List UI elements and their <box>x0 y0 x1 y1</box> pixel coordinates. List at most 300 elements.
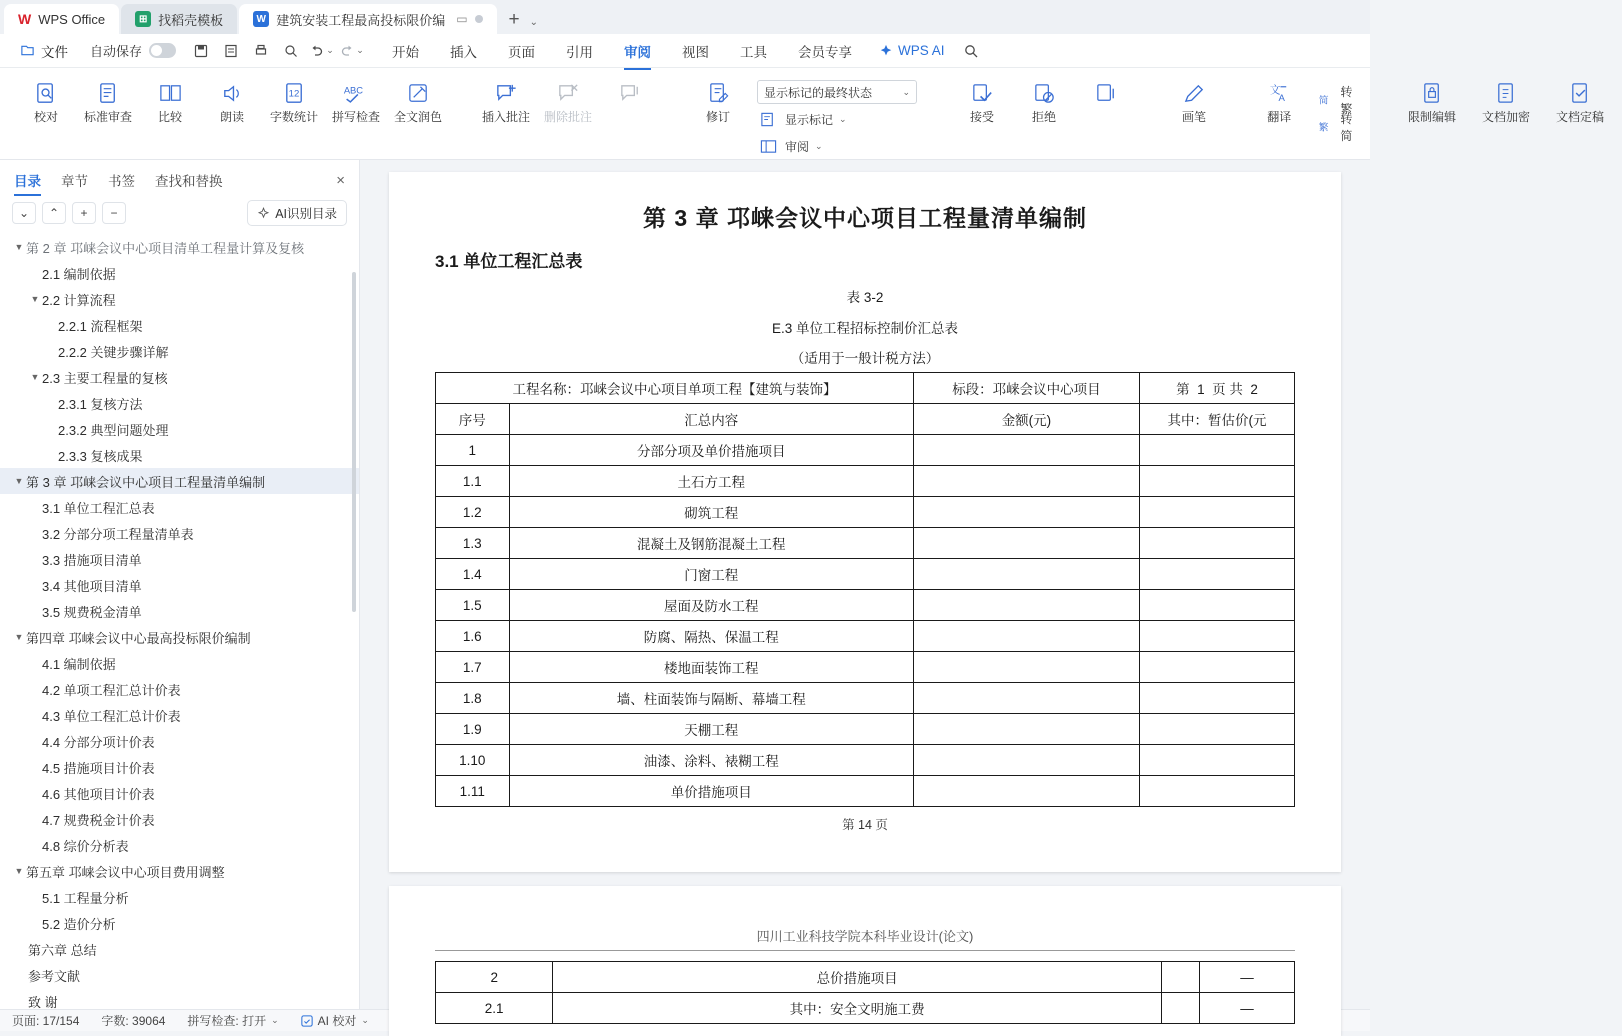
navigation-pane <box>0 160 360 1009</box>
redo-icon[interactable] <box>338 39 364 63</box>
collapse-all-icon[interactable]: − <box>102 202 126 224</box>
find-icon[interactable] <box>278 39 304 63</box>
toc-toolbar <box>0 196 359 234</box>
standard-check-button[interactable] <box>78 74 138 127</box>
page-no: 1 <box>1197 382 1205 397</box>
toc-label: 4.1 编制依据 <box>42 656 116 672</box>
cell-amount <box>913 652 1139 683</box>
cell-amount <box>913 497 1139 528</box>
cell-content: 土石方工程 <box>509 466 913 497</box>
svg-text:文: 文 <box>1269 84 1281 96</box>
table-row[interactable] <box>436 435 1295 466</box>
list-item[interactable] <box>0 754 359 780</box>
list-item[interactable] <box>0 910 359 936</box>
close-icon[interactable]: × <box>336 171 345 189</box>
cell-amount <box>913 683 1139 714</box>
toc-label: 3.5 规费税金清单 <box>42 604 142 620</box>
main-area <box>0 160 1370 1017</box>
table-row[interactable] <box>436 528 1295 559</box>
restrict-edit-button[interactable] <box>1396 74 1468 127</box>
table-row[interactable] <box>436 559 1295 590</box>
accept-button[interactable] <box>952 74 1012 127</box>
table-info-row <box>436 373 1295 404</box>
toc-label: 参考文献 <box>28 968 81 984</box>
word-count-icon <box>282 80 307 106</box>
page-info: 页面: 17/154 <box>12 1014 80 1028</box>
table-row[interactable] <box>436 466 1295 497</box>
cell-no: 1.3 <box>436 528 510 559</box>
file-menu-button[interactable] <box>10 38 78 64</box>
page-container <box>389 172 1341 1036</box>
cell-amount <box>913 776 1139 807</box>
toc-label: 5.2 造价分析 <box>42 916 116 932</box>
cell-amount <box>1161 993 1199 1024</box>
next-change-button[interactable] <box>1076 74 1136 108</box>
document-tab-0-label: 找稻壳模板 <box>158 12 224 28</box>
insert-comment-icon <box>494 80 519 106</box>
toc-label: 2.3 主要工程量的复核 <box>42 370 168 386</box>
col-header-no: 序号 <box>436 404 510 435</box>
chevron-down-icon[interactable]: ⌄ <box>839 113 847 124</box>
page-title: 第 3 章 邛崃会议中心项目工程量清单编制 <box>643 205 1087 231</box>
template-icon: ⊞ <box>135 11 151 27</box>
toc-label: 3.2 分部分项工程量清单表 <box>42 526 194 542</box>
compare-button[interactable] <box>140 74 200 127</box>
list-item[interactable] <box>0 936 359 962</box>
to-traditional-label: 转繁 <box>1340 85 1353 116</box>
show-markup-icon <box>757 108 779 130</box>
word-count-button[interactable] <box>264 74 324 127</box>
project-name-cell: 工程名称：邛崃会议中心项目单项工程【建筑与装饰】 <box>436 373 914 404</box>
browser-tab-bar <box>0 0 1370 34</box>
toc-label: 3.3 措施项目清单 <box>42 552 142 568</box>
accept-label: 接受 <box>969 110 994 124</box>
insert-comment-label: 插入批注 <box>481 110 530 124</box>
print-icon[interactable] <box>248 39 274 63</box>
chevron-down-icon[interactable]: ⌄ <box>326 45 334 55</box>
toc-label: 4.6 其他项目计价表 <box>42 786 155 802</box>
insert-comment-button[interactable] <box>476 74 536 127</box>
cell-amount <box>1161 962 1199 993</box>
toc-label: 4.4 分部分项计价表 <box>42 734 155 750</box>
table-row[interactable] <box>436 652 1295 683</box>
finalize-doc-button[interactable] <box>1544 74 1616 127</box>
collapse-up-icon[interactable]: ⌃ <box>42 202 66 224</box>
wps-ai-label: WPS AI <box>898 43 945 58</box>
spell-check-button[interactable] <box>326 74 386 127</box>
ribbon-toolbar <box>0 68 1605 160</box>
cell-provisional <box>1139 528 1294 559</box>
cell-no: 1.4 <box>436 559 510 590</box>
cell-provisional <box>1139 714 1294 745</box>
finalize-doc-label: 文档定稿 <box>1556 110 1605 124</box>
unsaved-dot-icon <box>475 15 483 23</box>
ai-toc-button[interactable] <box>247 200 347 226</box>
cell-amount <box>913 435 1139 466</box>
to-simplified-label: 转简 <box>1340 112 1353 143</box>
proofread-label: 校对 <box>33 110 58 124</box>
spell-check-icon <box>341 80 371 106</box>
ribbon-group-translate <box>1246 74 1374 158</box>
cell-no: 1.2 <box>436 497 510 528</box>
table-row[interactable] <box>436 621 1295 652</box>
toggle-switch-icon[interactable] <box>149 43 176 58</box>
list-item[interactable] <box>0 832 359 858</box>
file-menu-label: 文件 <box>41 44 68 60</box>
cell-provisional <box>1139 559 1294 590</box>
col-header-provisional: 其中：暂估价(元 <box>1139 404 1294 435</box>
tab-tools[interactable]: 工具 <box>740 44 768 60</box>
revise-icon <box>706 80 731 106</box>
list-item[interactable] <box>0 338 359 364</box>
ribbon-group-protection <box>1390 74 1622 158</box>
list-item[interactable] <box>0 598 359 624</box>
polish-label: 全文润色 <box>393 110 442 124</box>
col-header-content: 汇总内容 <box>509 404 913 435</box>
toc-label: 3.1 单位工程汇总表 <box>42 500 155 516</box>
encrypt-doc-label: 文档加密 <box>1482 110 1531 124</box>
markup-state-value: 显示标记的最终状态 <box>764 85 873 100</box>
table-row[interactable] <box>436 497 1295 528</box>
cell-no: 1.8 <box>436 683 510 714</box>
to-simplified-icon <box>1316 116 1335 138</box>
standard-check-icon <box>96 80 121 106</box>
tab-membership[interactable]: 会员专享 <box>798 44 853 60</box>
reject-icon <box>1032 80 1057 106</box>
toc-label: 5.1 工程量分析 <box>42 890 129 906</box>
cell-content: 混凝土及钢筋混凝土工程 <box>509 528 913 559</box>
table-row[interactable] <box>436 590 1295 621</box>
cell-provisional <box>1139 776 1294 807</box>
toc-label: 2.1 编制依据 <box>42 266 116 282</box>
toc-list[interactable] <box>0 234 359 1018</box>
svg-text:繁: 繁 <box>1318 122 1329 134</box>
document-canvas[interactable] <box>360 160 1370 1017</box>
page-footer: 第 14 页 <box>842 818 888 832</box>
cell-content: 单价措施项目 <box>509 776 913 807</box>
list-item[interactable] <box>0 858 359 884</box>
toc-label: 3.4 其他项目清单 <box>42 578 142 594</box>
encrypt-doc-icon <box>1494 80 1519 106</box>
compare-label: 比较 <box>157 110 182 124</box>
delete-comment-label: 删除批注 <box>543 110 592 124</box>
show-markup-button[interactable] <box>750 107 924 131</box>
table-title-row-2 <box>436 342 1295 373</box>
wps-ai-button[interactable] <box>869 39 955 62</box>
chevron-down-icon[interactable]: ⌄ <box>356 45 364 55</box>
list-item[interactable] <box>0 650 359 676</box>
print-preview-icon[interactable] <box>218 39 244 63</box>
table-row[interactable] <box>436 993 1295 1024</box>
autosave-toggle[interactable] <box>82 41 184 60</box>
list-item[interactable] <box>0 728 359 754</box>
word-count-status: 字数: 39064 <box>101 1014 166 1028</box>
tab-review[interactable]: 审阅 <box>610 37 665 65</box>
tab-bookmarks[interactable]: 书签 <box>108 174 135 189</box>
list-item[interactable] <box>0 390 359 416</box>
list-item[interactable] <box>0 676 359 702</box>
list-item[interactable] <box>0 312 359 338</box>
revise-button[interactable] <box>688 74 748 127</box>
sheet-title-2: （适用于一般计税方法） <box>790 351 940 366</box>
accept-icon <box>970 80 995 106</box>
cell-provisional <box>1139 466 1294 497</box>
document-tab-0[interactable] <box>121 4 237 34</box>
prev-comment-button[interactable] <box>600 74 660 108</box>
toc-label: 第 2 章 邛崃会议中心项目清单工程量计算及复核 <box>26 240 305 256</box>
table-row[interactable] <box>436 683 1295 714</box>
table-row[interactable] <box>436 745 1295 776</box>
document-page-2[interactable] <box>389 886 1341 1036</box>
cell-provisional <box>1139 683 1294 714</box>
twisty-icon[interactable]: ▼ <box>14 632 24 642</box>
to-traditional-icon <box>1316 89 1335 111</box>
pen-label: 画笔 <box>1181 110 1206 124</box>
toc-label: 2.3.2 典型问题处理 <box>58 422 169 438</box>
list-item[interactable] <box>0 780 359 806</box>
reject-label: 拒绝 <box>1031 110 1056 124</box>
table-row[interactable] <box>436 776 1295 807</box>
twisty-icon[interactable]: ▼ <box>14 866 24 876</box>
translate-label: 翻译 <box>1267 110 1292 124</box>
section-heading: 3.1 单位工程汇总表 <box>435 252 583 271</box>
toc-label: 4.5 措施项目计价表 <box>42 760 155 776</box>
proofread-button[interactable] <box>16 74 76 127</box>
col-header-amount: 金额(元) <box>913 404 1139 435</box>
cell-content: 楼地面装饰工程 <box>509 652 913 683</box>
list-item[interactable] <box>0 884 359 910</box>
reject-button[interactable] <box>1014 74 1074 127</box>
toc-label: 第六章 总结 <box>28 942 97 958</box>
list-item[interactable] <box>0 962 359 988</box>
tab-view[interactable]: 视图 <box>682 44 710 60</box>
tab-chapters[interactable]: 章节 <box>61 174 88 189</box>
convert-options <box>1309 74 1369 143</box>
prev-comment-icon <box>618 80 643 106</box>
toc-label: 2.3.1 复核方法 <box>58 396 143 412</box>
menu-bar <box>0 34 1370 68</box>
spell-check-label: 拼写检查 <box>331 110 380 124</box>
finalize-doc-icon <box>1568 80 1593 106</box>
read-aloud-label: 朗读 <box>219 110 244 124</box>
chevron-down-icon[interactable]: ⌄ <box>271 1015 279 1025</box>
spellcheck-label: 拼写检查: 打开 <box>187 1014 267 1028</box>
cell-content: 墙、柱面装饰与隔断、幕墙工程 <box>509 683 913 714</box>
page-mid: 页 共 <box>1212 382 1243 397</box>
save-icon[interactable] <box>188 39 214 63</box>
chevron-down-icon[interactable]: ⌄ <box>361 1015 369 1025</box>
twisty-icon[interactable]: ▼ <box>14 242 24 252</box>
tab-toc[interactable]: 目录 <box>14 170 41 190</box>
cell-content: 门窗工程 <box>509 559 913 590</box>
cell-content: 总价措施项目 <box>553 962 1161 993</box>
toc-label: 4.8 综价分析表 <box>42 838 129 854</box>
list-item[interactable] <box>0 364 359 390</box>
page-header: 四川工业科技学院本科毕业设计(论文) <box>435 926 1295 951</box>
restrict-edit-icon <box>1420 80 1445 106</box>
table-title-row-1 <box>436 312 1295 342</box>
list-item[interactable] <box>0 988 359 1014</box>
list-item[interactable] <box>0 286 359 312</box>
cell-no: 1.11 <box>436 776 510 807</box>
page-count-cell <box>1139 373 1294 404</box>
proofread-icon <box>34 80 59 106</box>
search-icon[interactable] <box>958 39 984 63</box>
toc-label: 2.3.3 复核成果 <box>58 448 143 464</box>
review-pane-label: 审阅 <box>785 139 810 154</box>
summary-table-continued[interactable] <box>435 961 1295 1024</box>
list-item[interactable] <box>0 520 359 546</box>
cell-provisional: — <box>1199 962 1294 993</box>
ribbon-group-accept-reject <box>946 74 1142 158</box>
polish-button[interactable] <box>388 74 448 127</box>
list-item[interactable] <box>0 494 359 520</box>
toc-label: 2.2.1 流程框架 <box>58 318 143 334</box>
twisty-icon[interactable]: ▼ <box>30 294 40 304</box>
ribbon-group-pen <box>1158 74 1230 158</box>
toc-label: 致 谢 <box>28 994 58 1010</box>
twisty-icon[interactable]: ▼ <box>30 372 40 382</box>
list-item[interactable] <box>0 442 359 468</box>
review-pane-button[interactable] <box>750 134 924 158</box>
new-tab-button[interactable]: + <box>508 9 520 30</box>
navigation-tabs <box>0 160 359 196</box>
list-item[interactable] <box>0 234 359 260</box>
toc-label: 4.3 单位工程汇总计价表 <box>42 708 181 724</box>
page-prefix: 第 <box>1176 382 1190 397</box>
svg-text:A: A <box>1278 92 1285 104</box>
document-tab-1-label: 建筑安装工程最高投标限价编 <box>276 12 446 28</box>
chevron-down-icon[interactable]: ⌄ <box>529 17 539 28</box>
cell-no: 1.5 <box>436 590 510 621</box>
read-aloud-icon <box>220 80 245 106</box>
expand-all-icon[interactable]: + <box>72 202 96 224</box>
list-item[interactable] <box>0 624 359 650</box>
page-total: 2 <box>1250 382 1258 397</box>
twisty-icon[interactable]: ▼ <box>14 476 24 486</box>
cell-provisional <box>1139 652 1294 683</box>
cell-no: 2 <box>436 962 553 993</box>
pen-button[interactable] <box>1164 74 1224 127</box>
next-change-icon <box>1094 80 1119 106</box>
tab-start[interactable]: 开始 <box>392 44 420 60</box>
list-item[interactable] <box>0 260 359 286</box>
cell-amount <box>913 559 1139 590</box>
translate-button[interactable] <box>1252 74 1307 127</box>
delete-comment-button[interactable] <box>538 74 598 127</box>
table-row[interactable] <box>436 962 1295 993</box>
navigation-scrollbar[interactable] <box>352 272 356 612</box>
undo-icon[interactable] <box>308 39 334 63</box>
summary-table[interactable] <box>435 312 1295 807</box>
cell-content: 分部分项及单价措施项目 <box>509 435 913 466</box>
svg-text:ABC: ABC <box>343 85 364 95</box>
markup-state-select[interactable] <box>757 80 917 104</box>
cell-content: 天棚工程 <box>509 714 913 745</box>
tab-insert[interactable]: 插入 <box>450 44 478 60</box>
cell-no: 1.1 <box>436 466 510 497</box>
list-item[interactable] <box>0 806 359 832</box>
cell-provisional <box>1139 435 1294 466</box>
to-traditional-button[interactable] <box>1309 85 1369 116</box>
document-page-1[interactable] <box>389 172 1341 872</box>
list-item[interactable] <box>0 572 359 598</box>
review-pane-icon <box>757 135 779 157</box>
polish-icon <box>406 80 431 106</box>
cell-provisional <box>1139 621 1294 652</box>
encrypt-doc-button[interactable] <box>1470 74 1542 127</box>
list-item[interactable] <box>0 546 359 572</box>
cell-no: 1.6 <box>436 621 510 652</box>
cell-content: 其中：安全文明施工费 <box>553 993 1161 1024</box>
toc-label: 第 3 章 邛崃会议中心项目工程量清单编制 <box>26 474 266 490</box>
wps-office-label: WPS Office <box>38 11 106 27</box>
toc-label: 4.2 单项工程汇总计价表 <box>42 682 181 698</box>
list-item-selected[interactable] <box>0 468 359 494</box>
restrict-edit-label: 限制编辑 <box>1408 110 1457 124</box>
tab-reference[interactable]: 引用 <box>566 44 594 60</box>
ribbon-tabs <box>378 37 984 65</box>
cell-amount <box>913 714 1139 745</box>
translate-icon <box>1267 80 1292 106</box>
collapse-down-icon[interactable]: ⌄ <box>12 202 36 224</box>
table-caption: 表 3-2 <box>846 290 884 305</box>
list-item[interactable] <box>0 416 359 442</box>
chevron-down-icon: ⌄ <box>902 86 910 97</box>
cell-content: 屋面及防水工程 <box>509 590 913 621</box>
markup-state-row <box>750 80 924 104</box>
cell-amount <box>913 745 1139 776</box>
cell-amount <box>913 590 1139 621</box>
tab-find-replace[interactable]: 查找和替换 <box>155 174 223 189</box>
cell-amount <box>913 528 1139 559</box>
toc-label: 2.2 计算流程 <box>42 292 116 308</box>
table-row[interactable] <box>436 714 1295 745</box>
read-aloud-button[interactable] <box>202 74 262 127</box>
cell-content: 砌筑工程 <box>509 497 913 528</box>
table-header-row <box>436 404 1295 435</box>
list-item[interactable] <box>0 702 359 728</box>
close-icon[interactable]: ▭ <box>456 12 468 26</box>
svg-text:12: 12 <box>288 87 299 99</box>
to-simplified-button[interactable] <box>1309 112 1369 143</box>
chevron-down-icon[interactable]: ⌄ <box>815 140 823 151</box>
toc-label: 2.2.2 关键步骤详解 <box>58 344 169 360</box>
wps-office-home-tab[interactable] <box>4 4 119 34</box>
cell-no: 1 <box>436 435 510 466</box>
section-cell: 标段：邛崃会议中心项目 <box>913 373 1139 404</box>
cell-provisional <box>1139 497 1294 528</box>
ribbon-group-proofing <box>10 74 454 158</box>
compare-icon <box>158 80 183 106</box>
ai-toc-label: AI识别目录 <box>275 207 337 221</box>
cell-no: 1.10 <box>436 745 510 776</box>
delete-comment-icon <box>556 80 581 106</box>
cell-no: 2.1 <box>436 993 553 1024</box>
ai-proof-label: AI 校对 <box>317 1014 357 1028</box>
ribbon-group-comments <box>470 74 666 158</box>
doc-icon: W <box>253 11 269 27</box>
toc-label: 第五章 邛崃会议中心项目费用调整 <box>26 864 225 880</box>
cell-content: 防腐、隔热、保温工程 <box>509 621 913 652</box>
tab-page[interactable]: 页面 <box>508 44 536 60</box>
show-markup-label: 显示标记 <box>785 112 834 127</box>
cell-provisional <box>1139 745 1294 776</box>
document-tab-1[interactable] <box>239 4 496 34</box>
revision-options <box>750 74 924 158</box>
sheet-title-1: E.3 单位工程招标控制价汇总表 <box>771 321 958 336</box>
cell-no: 1.9 <box>436 714 510 745</box>
